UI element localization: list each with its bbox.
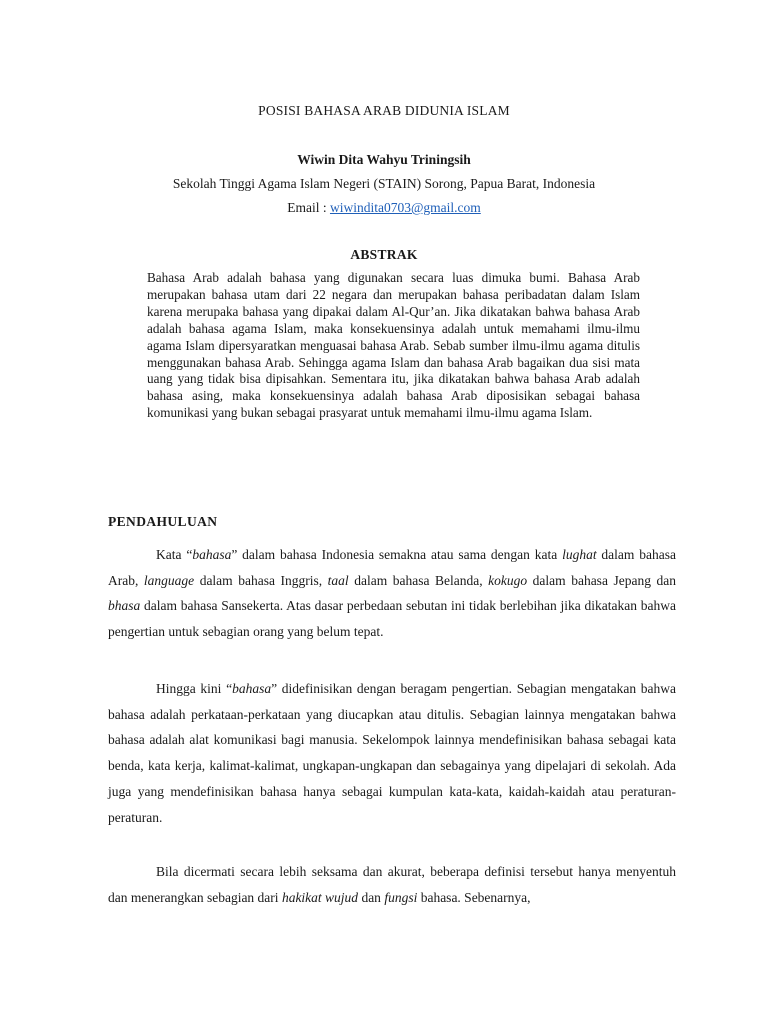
abstract-text: Bahasa Arab adalah bahasa yang digunakan secara luas dimuka bumi. Bahasa Arab merupakan bahasa utam dari 22 negara dan merupakan bahasa peribadatan dalam Islam karena merupaka bahasa yang dipakai dalam Al-Qur’an. Jika dikatakan bahwa bahasa Arab adalah bahasa agama Islam, maka konsekuensinya adalah untuk memahami ilmu-ilmu agama Islam dipersyaratkan menguasai bahasa Arab. Sebab sumber ilmu-ilmu agama ditulis menggunakan bahasa Arab. Sehingga agama Islam dan bahasa Arab bagaikan dua sisi mata uang yang tidak bisa dipisahkan. Sementara itu, jika dikatakan bahwa bahasa Arab adalah bahasa asing, maka konsekuensinya adalah bahasa Arab diposisikan sebagai bahasa komunikasi yang bukan sebagai prasyarat untuk memahami ilmu-ilmu agama Islam. bbox=[147, 270, 640, 421]
email-link[interactable]: wiwindita0703@gmail.com bbox=[329, 200, 481, 215]
author-name: Wiwin Dita Wahyu Triningsih bbox=[297, 152, 471, 167]
abstract-heading: ABSTRAK bbox=[350, 247, 418, 262]
paper-title: POSISI BAHASA ARAB DIDUNIA ISLAM bbox=[258, 103, 510, 118]
author-email bbox=[0, 200, 768, 216]
email-label: Email : bbox=[287, 200, 330, 215]
section-heading: PENDAHULUAN bbox=[108, 514, 218, 529]
paragraph-2: Hingga kini “bahasa” didefinisikan dengan beragam pengertian. Sebagian mengatakan bahwa bahasa adalah perkataan-perkataan yang diucapkan atau ditulis. Sebagian lainnya mengatakan bahwa bahasa adalah alat komunikasi bagi manusia. Sekelompok lainnya mendefinisikan bahasa sebagai kata benda, kata kerja, kalimat-kalimat, ungkapan-ungkapan dan sebagainya yang dipelajari di sekolah. Ada juga yang mendefinisikan bahasa hanya sebagai kumpulan kata-kata, kaidah-kaidah atau peraturan-peraturan. bbox=[108, 681, 676, 825]
paragraph-3: Bila dicermati secara lebih seksama dan akurat, beberapa definisi tersebut hanya menyentuh dan menerangkan sebagian dari hakikat wujud dan fungsi bahasa. Sebenarnya, bbox=[108, 864, 676, 905]
author-affiliation: Sekolah Tinggi Agama Islam Negeri (STAIN) Sorong, Papua Barat, Indonesia bbox=[172, 176, 596, 191]
paragraph-1: Kata “bahasa” dalam bahasa Indonesia semakna atau sama dengan kata lughat dalam bahasa Arab, language dalam bahasa Inggris, taal dalam bahasa Belanda, kokugo dalam bahasa Jepang dan bhasa dalam bahasa Sansekerta. Atas dasar perbedaan sebutan ini tidak berlebihan jika dikatakan bahwa pengertian untuk sebagian orang yang belum tepat. bbox=[108, 547, 676, 640]
